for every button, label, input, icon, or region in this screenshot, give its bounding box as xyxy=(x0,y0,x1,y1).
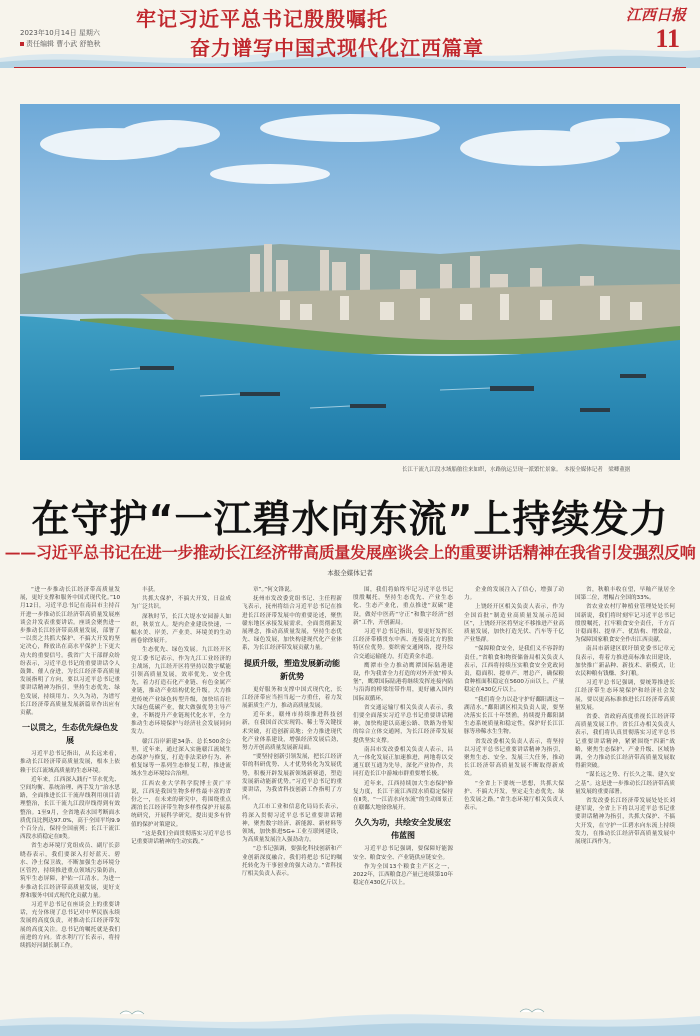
paragraph: “全省上下要统一思想，共抓大保护、不搞大开发，坚定走生态优先、绿色发展之路。”省生态环境厅相关负责人表示。 xyxy=(464,780,564,812)
paragraph: 习近平总书记指出，从长远来看，推动长江经济带高质量发展，根本上依赖于长江流域高质量的生态环境。 xyxy=(20,751,120,774)
article-column-4 xyxy=(353,586,453,1006)
paragraph: 省，秋粮丰收在望，早籼产量居全国第二位，增幅占全国的33%。 xyxy=(575,587,675,602)
article-column-6 xyxy=(575,586,675,1006)
paragraph: 共抓大保护，不搞大开发，日益成为广泛共识。 xyxy=(131,596,231,611)
paragraph: 更好服务和支撑中国式现代化，长江经济带应当担当起一方重任，着力发展新质生产力，推动高质量发展。 xyxy=(242,686,342,710)
byline: 本报全媒体记者 xyxy=(327,569,373,577)
paragraph: 生态优先、绿色发展。九江经开区党工委书记表示，作为九江工业经济的主战场，九江经开区将坚持以数字赋能引领高质量发展，效率优先、安全优先，着力打造石化产业链、有色金属产业链，推动产业结构优化升级。大力推进传统产业绿色转型升级，加快培育壮大绿色低碳产业，做大做强优势主导产业，不断提升产业链现代化水平，全力推动生态环境保护与经济社会发展同向发力。 xyxy=(131,647,231,736)
date-line: 2023年10月14日 星期六 xyxy=(20,29,100,37)
paragraph: 省农业农村厅种植业管理处处长何国新说，我们将时刻牢记习近平总书记殷殷嘱托，扛牢粮食安全责任，千方百计稳面积、提单产、优结构、增效益，为保障国家粮食安全作出江西贡献。 xyxy=(575,604,675,644)
paragraph: 省交通运输厅相关负责人表示，我们要全面落实习近平总书记重要讲话精神，加快构建以高速公路、铁路为骨架的综合立体交通网，为长江经济带发展提供坚实支撑。 xyxy=(353,704,453,744)
subheadline: ——习近平总书记在进一步推动长江经济带高质量发展座谈会上的重要讲话精神在我省引发强烈反响 xyxy=(4,543,696,562)
slogan-line-2: 奋力谱写中国式现代化江西篇章 xyxy=(190,36,484,60)
paragraph: 习近平总书记强调，要保障好能源安全、粮食安全、产业链供应链安全。 xyxy=(353,846,453,861)
paragraph: 章”。”何文锋说。 xyxy=(253,587,296,593)
editor-line: 责任编辑 曹小武 舒艳秋 xyxy=(26,40,101,48)
paragraph: “谋长远之势、行长久之策、建久安之基”。这是进一步推动长江经济带高质量发展的重要部署。 xyxy=(575,772,675,795)
headline: 在守护“一江碧水向东流”上持续发力 xyxy=(31,497,669,541)
article-column-1 xyxy=(20,586,120,1006)
page-number: 11 xyxy=(655,24,680,53)
paragraph: 丰获。 xyxy=(142,587,159,593)
river-city-illustration xyxy=(20,104,680,460)
paragraph: 上饶经开区相关负责人表示，作为全国首批“制造业高质量发展示范园区”，上饶经开区将坚定不移推进产业高质量发展，加快打造光伏、汽车等千亿产业集群。 xyxy=(464,604,564,644)
paragraph: 南昌市新建区联圩镇党委书记章元良表示，将着力推进高标准农田建设，加快推广新品种、新技术、新模式，让农民种粮有钱赚、多打粮。 xyxy=(575,646,675,678)
paragraph: 省发改委长江经济带发展处处长刘建军说，全省上下将以习近平总书记重要讲话精神为指引，共抓大保护、不搞大开发，在守护一江碧水向东流上持续发力，在推动长江经济带高质量发展中展现江西作为。 xyxy=(575,798,675,846)
photo-caption: 长江干流九江段水域船舶往来如织，水路航运呈现一派繁忙景象。 本报全媒体记者 梁卿董据 xyxy=(402,467,631,473)
article-column-3 xyxy=(242,586,342,1006)
river-city-photo xyxy=(20,104,680,460)
article-column-2 xyxy=(131,586,231,1006)
slogan-line-1: 牢记习近平总书记殷殷嘱托 xyxy=(136,7,388,31)
paragraph: 省发改委相关负责人表示，将坚持以习近平总书记重要讲话精神为指引，聚焦生态、安全、发展三大任务，推动长江经济带高质量发展不断取得新成效。 xyxy=(464,738,564,778)
section-heading-1: 一以贯之，生态优先绿色发展 xyxy=(22,723,118,746)
paragraph: 南昌市发改委相关负责人表示，昌九一体化发展正加速推进，两地将以交通互联互通为先导，深化产业协作，共同打造长江中游城市群重要增长极。 xyxy=(353,746,453,778)
paragraph: 企业的发展注入了信心，增强了动力。 xyxy=(464,587,564,602)
paragraph: 鹰潭市全力推动鹰潭国际陆港建设，作为我省全力打造的对外开放“桥头堡”，鹰潭国际陆港将继续发挥连接内陆与沿海的桥梁纽带作用，更好融入国内国际双循环。 xyxy=(353,662,453,702)
paragraph: “要坚持创新引领发展，把长江经济带的科研优势、人才优势转化为发展优势，积极开辟发展新领域新赛道，塑造发展新动能新优势。”习近平总书记的重要讲话，为我省科技创新工作指明了方向。 xyxy=(242,754,342,802)
masthead-rule xyxy=(14,67,686,68)
paragraph: 近年来，江西深入践行“节水优先、空间均衡、系统治理、两手发力”治水思路，全面推进长江干流岸线利用项目清理整治，长江干流九江段岸线得到有效整治。1至9月，全省地表水国考断面水质优良比例达97.0%，高于全国平均9.9个百分点，保持全国前列；长江干流江西段水质稳定在Ⅱ类。 xyxy=(20,776,120,841)
masthead xyxy=(0,0,700,68)
bullet-icon xyxy=(20,42,24,46)
paragraph: 习近平总书记强调，要统筹推进长江经济带生态环境保护和经济社会发展，要以更高标准推进长江经济带高质量发展。 xyxy=(575,680,675,711)
paragraph: “进一步推动长江经济带高质量发展，更好支撑和服务中国式现代化。”10月12日，习近平总书记在南昌市主持召开进一步推动长江经济带高质量发展座谈会并发表重要讲话。座谈会聚焦进一步推动长江经济带高质量发展，部署了一以贯之共抓大保护、不搞大开发的坚定决心，释放出在高水平保护上下更大功夫的重要信号。我省广大干部群众纷纷表示，习近平总书记的重要讲话令人鼓舞、催人奋进，为长江经济带高质量发展指明了方向，要以习近平总书记重要讲话精神为指引，坚持生态优先、绿色发展，持续用力、久久为功，为谱写长江经济带高质量发展新篇章作出应有贡献。 xyxy=(20,587,120,717)
paragraph: 习近平总书记指出，要更好发挥长江经济带横贯东中西、连接南北方的独特区位优势。要织密交通网络，提升综合交通运输能力，打造黄金水道。 xyxy=(353,629,453,660)
paragraph: 抚州市发改委党组书记、主任程新飞表示，抚州将结合习近平总书记在推进长江经济带发展中的重要论述，聚焦赣东地区承接发展需求，全面贯彻新发展理念，推动高质量发展，坚持生态优先、绿色发展，加快构建现代化产业体系，为长江经济带发展贡献力量。 xyxy=(242,596,342,652)
paragraph: 九江市工业和信息化局局长表示，将深入贯彻习近平总书记重要讲话精神，聚焦数字经济、新能源、新材料等领域，加快推进5G+工业互联网建设，为高质量发展注入强劲动力。 xyxy=(242,804,342,844)
masthead-meta xyxy=(20,28,100,50)
paragraph: 作为全国13个粮食主产区之一，2022年，江西粮食总产量已连续第10年稳定在430亿斤以上。 xyxy=(353,863,453,887)
paragraph: 近年来，赣州市持续推进科技创新，在我国首次实现钨、稀土等关键技术突破，打造创新高地；全力推进现代化产业体系建设，增强经济发展后劲，努力开创高质量发展新局面。 xyxy=(242,712,342,752)
paragraph: 习近平总书记在座谈会上的重要讲话，充分体现了总书记对中华民族永续发展的高度负责，对推动长江经济带发展的高度关注。总书记的嘱托就是我们前进的方向。省水利厅厅长表示，将持续抓好河湖长制工作。 xyxy=(20,901,120,949)
paragraph: “我们将全力以赴守护好鄱阳湖这一湖清水。”鄱阳湖区相关负责人说，要坚决落实长江十年禁渔，持续提升鄱阳湖生态系统质量和稳定性，保护好长江江豚等珍稀水生生物。 xyxy=(464,696,564,736)
article-column-5 xyxy=(464,586,564,1006)
paragraph: “保障粮食安全，是我们义不容辞的责任。”省粮食和物资储备局相关负责人表示，江西将持续压实粮食安全党政同责，稳面积、提单产、增总产，确保粮食种植面积稳定在5600万亩以上，产量稳定在430亿斤以上。 xyxy=(464,646,564,694)
paragraph: 赣江沿岸新建34条、总长500余公里，近年来，通过深入实施赣江流域生态保护与修复，打造非法采砂行为、补植复绿等一系列生态修复工程，推进流域水生态环境综合治理。 xyxy=(131,738,231,778)
section-heading-2: 提质升级，塑造发展新动能新优势 xyxy=(244,658,340,681)
paragraph: 深秋时节，长江大堤水安园游人如织，秋景宜人。堤内企业建设快速，一幅水美、岸美、产业美、环境美的生动画卷徐徐展开。 xyxy=(131,613,231,645)
paragraph: “总书记强调，要强化科技创新和产业创新深度融合，我们将把总书记的嘱托转化为干事创业的强大动力。”省科技厅相关负责人表示。 xyxy=(242,846,342,878)
newspaper-logo: 江西日报 xyxy=(625,6,686,24)
paragraph: 近年来，江西持续加大生态保护修复力度，长江干流江西段水质稳定保持在Ⅱ类，“一江清水向东流”的生动图景正在赣鄱大地徐徐展开。 xyxy=(353,780,453,812)
paragraph: 围，我们将始终牢记习近平总书记殷殷嘱托，坚持生态优先、产业生态化、生态产业化，重点推进“双碳”建设，做好中医药“守正”和数字经济“创新”工作，开创新局。 xyxy=(353,587,453,626)
footer-wave-decoration xyxy=(0,1000,700,1036)
paragraph: 江西农业大学科学院博士黄广平说，江西是我国生物多样性最丰富的省份之一，在未来的研究中，将围绕重点湖泊长江经济带生物多样性保护开展系统研究，开展科学研究，提出更多有价值的保护对策建议。 xyxy=(131,780,231,828)
section-heading-3: 久久为功，共绘安全发展宏伟蓝图 xyxy=(355,818,451,841)
bird-icon xyxy=(120,1009,544,1014)
paragraph: 省委、省政府高度重视长江经济带高质量发展工作。省长江办相关负责人表示，我们将认真贯彻落实习近平总书记重要讲话精神，紧紧围绕“四新”战略，聚焦生态保护、产业升级、区域协调，全力推动长江经济带高质量发展取得新突破。 xyxy=(575,714,675,770)
paragraph: 省生态环境厅党组成员、副厅长彭晓春表示，我们要深入打好蓝天、碧水、净土保卫战，不断加强生态环境分区管控，持续推进重点领域污染防治，筑牢生态屏障，护佑一江清水。为进一步推动长江经济带高质量发展，更好支撑和服务中国式现代化贡献力量。 xyxy=(20,843,120,899)
paragraph: “这是我们全面贯彻落实习近平总书记重要讲话精神的生动实践。” xyxy=(131,830,231,846)
